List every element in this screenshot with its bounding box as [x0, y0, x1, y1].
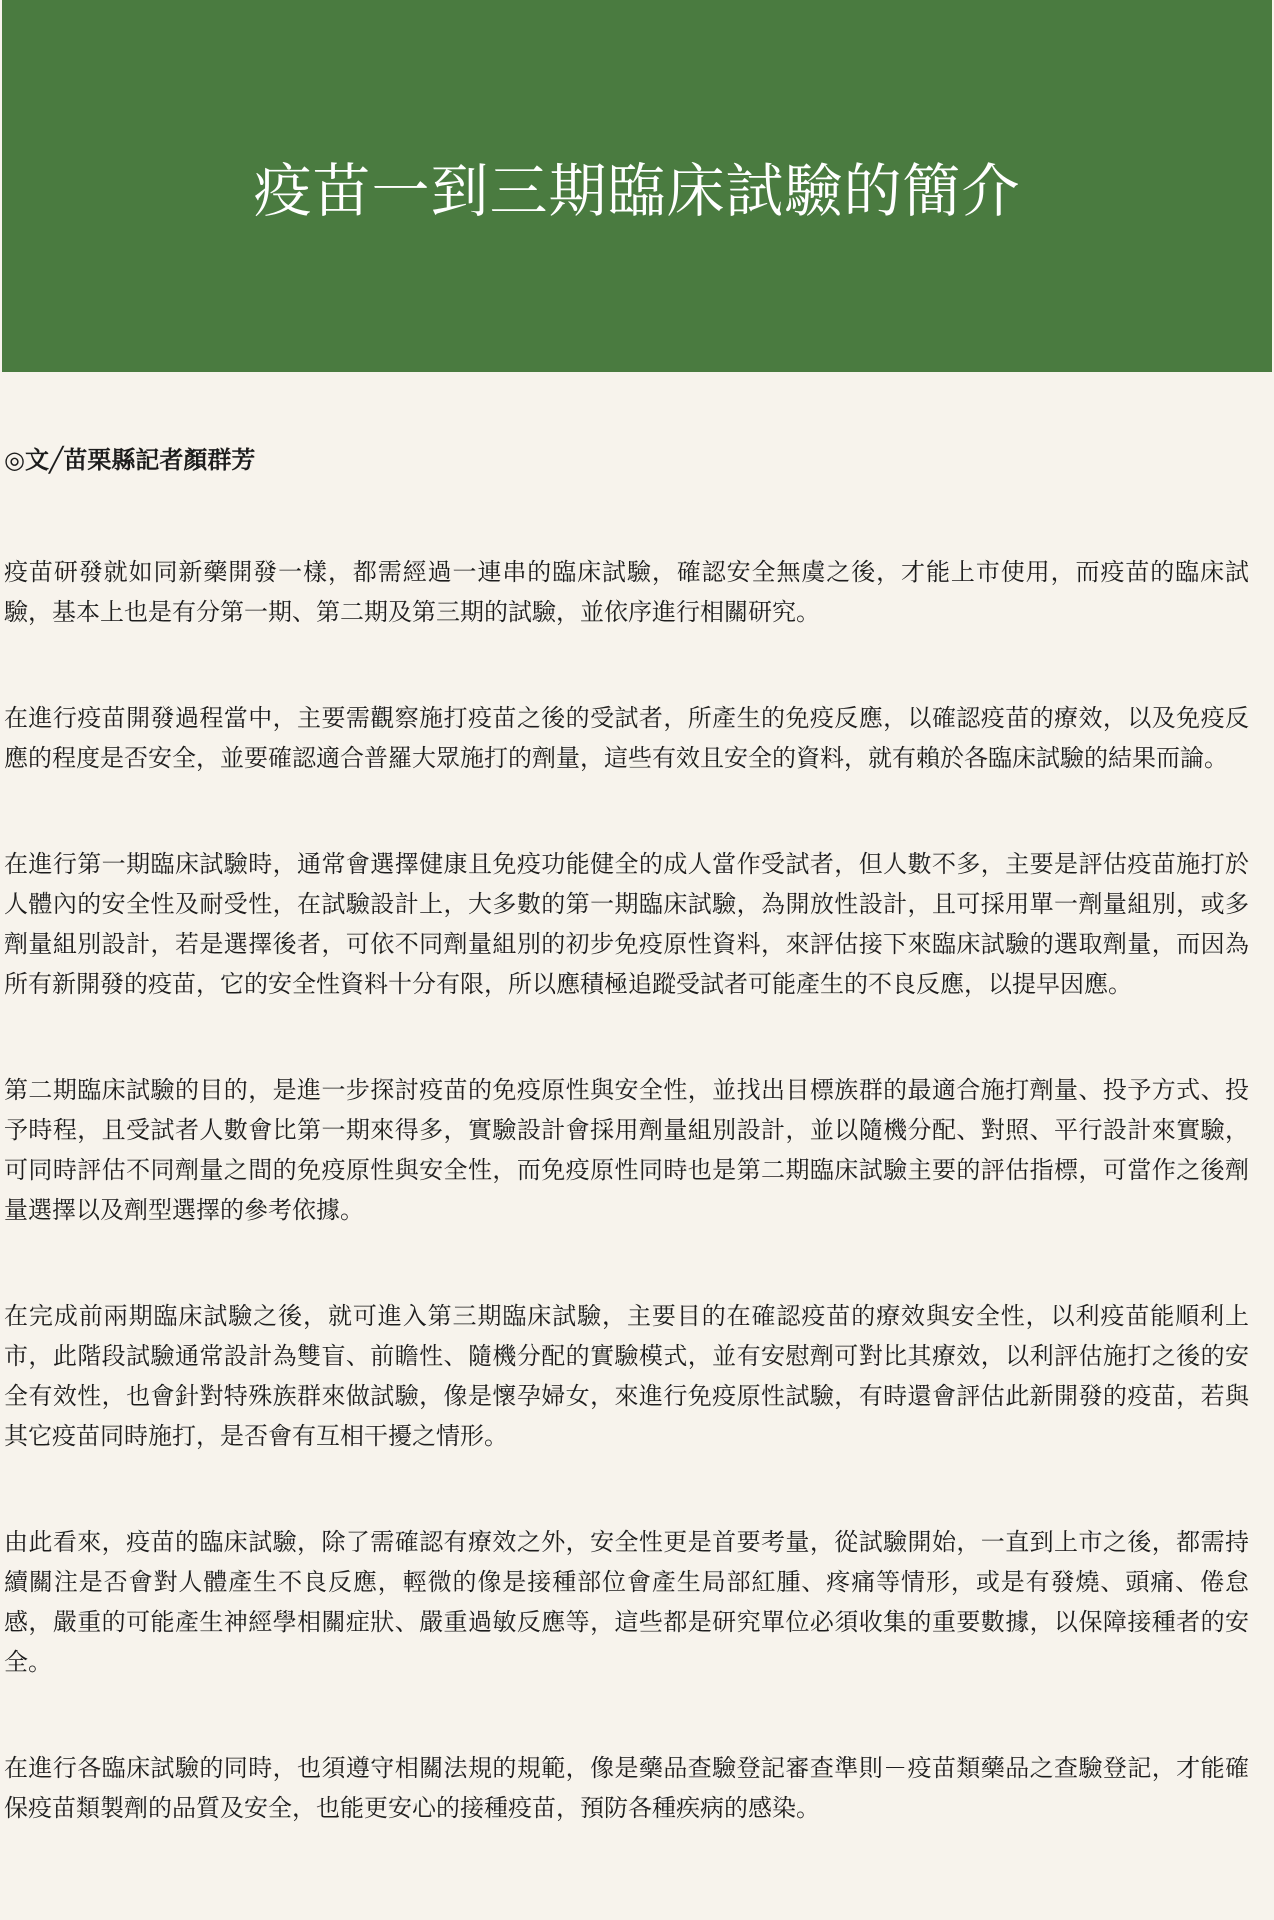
paragraph-1: 疫苗研發就如同新藥開發一樣，都需經過一連串的臨床試驗，確認安全無虞之後，才能上市使用，而疫苗的臨床試驗，基本上也是有分第一期、第二期及第三期的試驗，並依序進行相關研究。	[4, 558, 1249, 626]
page-title: 疫苗一到三期臨床試驗的簡介	[253, 157, 1021, 225]
paragraph-6: 由此看來，疫苗的臨床試驗，除了需確認有療效之外，安全性更是首要考量，從試驗開始，一直到上市之後，都需持續關注是否會對人體產生不良反應，輕微的像是接種部位會產生局部紅腫、疼痛等情形，或是有發燒、頭痛、倦怠感，嚴重的可能產生神經學相關症狀、嚴重過敏反應等，這些都是研究單位必須收集的重要數據，以保障接種者的安全。	[4, 1528, 1249, 1676]
article-body	[4, 440, 1249, 1894]
author-byline: ◎文╱苗栗縣記者顏群芳	[4, 446, 256, 474]
title-banner	[2, 0, 1272, 372]
paragraph-7: 在進行各臨床試驗的同時，也須遵守相關法規的規範，像是藥品查驗登記審查準則－疫苗類藥品之查驗登記，才能確保疫苗類製劑的品質及安全，也能更安心的接種疫苗，預防各種疾病的感染。	[4, 1754, 1249, 1822]
paragraph-4: 第二期臨床試驗的目的，是進一步探討疫苗的免疫原性與安全性，並找出目標族群的最適合施打劑量、投予方式、投予時程，且受試者人數會比第一期來得多，實驗設計會採用劑量組別設計，並以隨機分配、對照、平行設計來實驗，可同時評估不同劑量之間的免疫原性與安全性，而免疫原性同時也是第二期臨床試驗主要的評估指標，可當作之後劑量選擇以及劑型選擇的參考依據。	[4, 1076, 1249, 1224]
paragraph-3: 在進行第一期臨床試驗時，通常會選擇健康且免疫功能健全的成人當作受試者，但人數不多，主要是評估疫苗施打於人體內的安全性及耐受性，在試驗設計上，大多數的第一期臨床試驗，為開放性設計，且可採用單一劑量組別，或多劑量組別設計，若是選擇後者，可依不同劑量組別的初步免疫原性資料，來評估接下來臨床試驗的選取劑量，而因為所有新開發的疫苗，它的安全性資料十分有限，所以應積極追蹤受試者可能產生的不良反應，以提早因應。	[4, 850, 1249, 998]
paragraph-5: 在完成前兩期臨床試驗之後，就可進入第三期臨床試驗，主要目的在確認疫苗的療效與安全性，以利疫苗能順利上市，此階段試驗通常設計為雙盲、前瞻性、隨機分配的實驗模式，並有安慰劑可對比其療效，以利評估施打之後的安全有效性，也會針對特殊族群來做試驗，像是懷孕婦女，來進行免疫原性試驗，有時還會評估此新開發的疫苗，若與其它疫苗同時施打，是否會有互相干擾之情形。	[4, 1302, 1249, 1450]
paragraph-2: 在進行疫苗開發過程當中，主要需觀察施打疫苗之後的受試者，所產生的免疫反應，以確認疫苗的療效，以及免疫反應的程度是否安全，並要確認適合普羅大眾施打的劑量，這些有效且安全的資料，就有賴於各臨床試驗的結果而論。	[4, 704, 1249, 772]
